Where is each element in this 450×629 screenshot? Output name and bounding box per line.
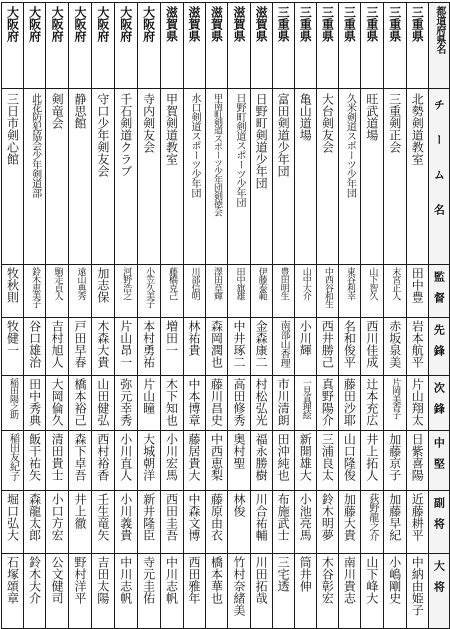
member-cell-次鋒: 高田修秀 bbox=[228, 376, 250, 431]
member-cell-中堅: 大城朝洋 bbox=[137, 431, 160, 491]
team-name-cell: 甲賀剣道教室 bbox=[160, 89, 183, 265]
member-cell-大将: 三宅透 bbox=[272, 554, 294, 629]
member-cell-大将: 西田雅年 bbox=[183, 554, 205, 629]
prefecture-cell: 三重県 bbox=[316, 3, 338, 89]
header-role-label: 大将 bbox=[428, 554, 449, 629]
member-cell-大将: 橋本華也 bbox=[205, 554, 228, 629]
member-cell-先鋒: 小川輝 bbox=[294, 318, 316, 376]
header-role-label: 中堅 bbox=[428, 431, 449, 491]
header-role-label: 先鋒 bbox=[428, 318, 449, 376]
team-name-cell: 甲南町剣道スポーツ少年団剣徳会 bbox=[205, 89, 228, 265]
member-cell-副将: 壬生竜矢 bbox=[91, 491, 114, 554]
member-cell-大将: 鈴木大介 bbox=[24, 554, 46, 629]
member-cell-中堅: 森下卓吾 bbox=[69, 431, 92, 491]
role-row-3 bbox=[2, 376, 450, 431]
team-name-cell: 寺内剣友会 bbox=[137, 89, 160, 265]
member-cell-監督: 遠山典秀 bbox=[69, 265, 92, 318]
member-cell-次鋒: 一見真理絵 bbox=[294, 376, 316, 431]
prefecture-cell: 滋賀県 bbox=[183, 3, 205, 89]
team-name-cell: 剣竜会 bbox=[46, 89, 69, 265]
member-cell-中堅: 田沖純也 bbox=[272, 431, 294, 491]
member-cell-監督: 伊藤泰範 bbox=[250, 265, 272, 318]
member-cell-大将: 石塚頌章 bbox=[2, 554, 24, 629]
prefecture-cell: 三重県 bbox=[294, 3, 316, 89]
member-cell-中堅: 三浦良太 bbox=[316, 431, 338, 491]
team-name-cell: 千石剣道クラブ bbox=[114, 89, 137, 265]
member-cell-副将: 中森文博 bbox=[183, 491, 205, 554]
header-team-label: チーム名 bbox=[428, 89, 449, 265]
member-cell-監督: 末宮正人 bbox=[383, 265, 406, 318]
member-cell-監督: 河野浩之 bbox=[114, 265, 137, 318]
prefecture-cell: 大阪府 bbox=[69, 3, 92, 89]
team-name-cell: 日野町剣道少年団 bbox=[250, 89, 272, 265]
team-name-cell: 三重剣正会 bbox=[383, 89, 406, 265]
prefecture-cell: 大阪府 bbox=[2, 3, 24, 89]
member-cell-副将: 小川義貴 bbox=[114, 491, 137, 554]
member-cell-大将: 木谷彰宏 bbox=[316, 554, 338, 629]
member-cell-中堅: 福永勝樹 bbox=[250, 431, 272, 491]
prefecture-cell: 大阪府 bbox=[114, 3, 137, 89]
member-cell-副将: 小池亮馬 bbox=[294, 491, 316, 554]
member-cell-監督: 豊田明生 bbox=[272, 265, 294, 318]
team-name-cell: 大台剣友会 bbox=[316, 89, 338, 265]
member-cell-先鋒: 南部山香理 bbox=[272, 318, 294, 376]
member-cell-中堅: 稲田友紀子 bbox=[2, 431, 24, 491]
member-cell-副将: 森龍太郎 bbox=[24, 491, 46, 554]
member-cell-大将: 吉田太陽 bbox=[91, 554, 114, 629]
member-cell-次鋒: 片山瞳 bbox=[137, 376, 160, 431]
role-row-6 bbox=[2, 554, 450, 629]
team-name-cell: 久米剣道スポーツ少年団 bbox=[338, 89, 360, 265]
roster-table bbox=[1, 2, 450, 629]
member-cell-先鋒: 林祐貴 bbox=[183, 318, 205, 376]
member-cell-次鋒: 片山翔太 bbox=[406, 376, 428, 431]
member-cell-監督: 藤橋克己 bbox=[160, 265, 183, 318]
prefecture-cell: 三重県 bbox=[383, 3, 406, 89]
member-cell-中堅: 新開雄大 bbox=[294, 431, 316, 491]
member-cell-中堅: 飯干祐矢 bbox=[24, 431, 46, 491]
member-cell-大将: 南川貴志 bbox=[338, 554, 360, 629]
member-cell-大将: 野村洋平 bbox=[69, 554, 92, 629]
member-cell-中堅: 加藤京子 bbox=[383, 431, 406, 491]
member-cell-中堅: 山口隆俊 bbox=[338, 431, 360, 491]
member-cell-中堅: 清田貴士 bbox=[46, 431, 69, 491]
member-cell-中堅: 中西恵梨 bbox=[205, 431, 228, 491]
member-cell-先鋒: 名和俊平 bbox=[338, 318, 360, 376]
header-role-label: 副将 bbox=[428, 491, 449, 554]
member-cell-大将: 中川志帆 bbox=[114, 554, 137, 629]
member-cell-大将: 中川志帆 bbox=[160, 554, 183, 629]
prefecture-cell: 大阪府 bbox=[24, 3, 46, 89]
member-cell-大将: 山下峰大 bbox=[360, 554, 383, 629]
member-cell-中堅: 藤居貴大 bbox=[183, 431, 205, 491]
member-cell-大将: 寺元圭佑 bbox=[137, 554, 160, 629]
member-cell-副将: 藤原由衣 bbox=[205, 491, 228, 554]
prefecture-cell: 三重県 bbox=[272, 3, 294, 89]
member-cell-副将: 新井隆臣 bbox=[137, 491, 160, 554]
member-cell-監督: 山中大介 bbox=[294, 265, 316, 318]
prefecture-cell: 滋賀県 bbox=[250, 3, 272, 89]
member-cell-次鋒: 田中秀典 bbox=[24, 376, 46, 431]
header-role-label: 監督 bbox=[428, 265, 449, 318]
team-name-cell: 亀山道場 bbox=[294, 89, 316, 265]
member-cell-副将: 加藤大貴 bbox=[338, 491, 360, 554]
member-cell-先鋒: 岩本航平 bbox=[406, 318, 428, 376]
member-cell-先鋒: 西井勝己 bbox=[316, 318, 338, 376]
member-cell-監督: 東谷利幸 bbox=[338, 265, 360, 318]
header-prefecture-label: 都道府県名 bbox=[428, 3, 449, 89]
team-name-cell: 水口剣道スポーツ少年団 bbox=[183, 89, 205, 265]
member-cell-大将: 小嶋剛史 bbox=[383, 554, 406, 629]
member-cell-大将: 公文健司 bbox=[46, 554, 69, 629]
role-row-5 bbox=[2, 491, 450, 554]
team-name-cell: 旺武道場 bbox=[360, 89, 383, 265]
member-cell-監督: 加志保 bbox=[91, 265, 114, 318]
member-cell-副将: 西田圭吾 bbox=[160, 491, 183, 554]
member-cell-副将: 布施武士 bbox=[272, 491, 294, 554]
member-cell-先鋒: 金森康二 bbox=[250, 318, 272, 376]
member-cell-中堅: 小川直人 bbox=[114, 431, 137, 491]
member-cell-監督: 田中旗雄 bbox=[228, 265, 250, 318]
team-name-cell: 北勢剣道教室 bbox=[406, 89, 428, 265]
member-cell-中堅: 小川宏馬 bbox=[160, 431, 183, 491]
member-cell-次鋒: 橋本裕己 bbox=[69, 376, 92, 431]
member-cell-先鋒: 木森大貴 bbox=[91, 318, 114, 376]
member-cell-大将: 筒井伸 bbox=[294, 554, 316, 629]
team-name-cell: 三日市剣心館 bbox=[2, 89, 24, 265]
member-cell-副将: 川合祐輔 bbox=[250, 491, 272, 554]
member-cell-副将: 小口方宏 bbox=[46, 491, 69, 554]
member-cell-監督: 駒走貞人 bbox=[46, 265, 69, 318]
header-role-label: 次鋒 bbox=[428, 376, 449, 431]
member-cell-監督: 山下智久 bbox=[360, 265, 383, 318]
member-cell-大将: 竹村奈緒美 bbox=[228, 554, 250, 629]
role-row-2 bbox=[2, 318, 450, 376]
prefecture-cell: 三重県 bbox=[406, 3, 428, 89]
member-cell-次鋒: 中本博章 bbox=[183, 376, 205, 431]
member-cell-先鋒: 戸田早春 bbox=[69, 318, 92, 376]
member-cell-監督: 牧秋則 bbox=[2, 265, 24, 318]
member-cell-副将: 加藤早紀 bbox=[383, 491, 406, 554]
member-cell-次鋒: 稲田陽之助 bbox=[2, 376, 24, 431]
member-cell-先鋒: 谷口雄治 bbox=[24, 318, 46, 376]
member-cell-次鋒: 藤田沙耶 bbox=[338, 376, 360, 431]
member-cell-次鋒: 藤川昌史 bbox=[205, 376, 228, 431]
member-cell-中堅: 西村裕香 bbox=[91, 431, 114, 491]
role-row-1 bbox=[2, 265, 450, 318]
prefecture-row bbox=[2, 3, 450, 89]
member-cell-監督: 中西谷和生 bbox=[316, 265, 338, 318]
member-cell-中堅: 日紫喜陽 bbox=[406, 431, 428, 491]
member-cell-監督: 川部信明 bbox=[183, 265, 205, 318]
prefecture-cell: 三重県 bbox=[338, 3, 360, 89]
member-cell-先鋒: 増田一 bbox=[160, 318, 183, 376]
prefecture-cell: 大阪府 bbox=[137, 3, 160, 89]
member-cell-監督: 鈴木恵美子 bbox=[24, 265, 46, 318]
member-cell-副将: 堀口弘大 bbox=[2, 491, 24, 554]
member-cell-次鋒: 弥元幸秀 bbox=[114, 376, 137, 431]
member-cell-副将: 近藤耕平 bbox=[406, 491, 428, 554]
prefecture-cell: 三重県 bbox=[360, 3, 383, 89]
member-cell-次鋒: 片岡美香子 bbox=[383, 376, 406, 431]
member-cell-次鋒: 辻本充広 bbox=[360, 376, 383, 431]
member-cell-副将: 林俊 bbox=[228, 491, 250, 554]
member-cell-次鋒: 木下知也 bbox=[160, 376, 183, 431]
member-cell-大将: 川田拓哉 bbox=[250, 554, 272, 629]
member-cell-先鋒: 吉村旭人 bbox=[46, 318, 69, 376]
team-name-row bbox=[2, 89, 450, 265]
member-cell-先鋒: 赤坂泉美 bbox=[383, 318, 406, 376]
member-cell-副将: 井上徹 bbox=[69, 491, 92, 554]
prefecture-cell: 滋賀県 bbox=[205, 3, 228, 89]
member-cell-中堅: 奥村聖 bbox=[228, 431, 250, 491]
member-cell-中堅: 井上拓人 bbox=[360, 431, 383, 491]
team-name-cell: 此花防犯協会少年剣道部 bbox=[24, 89, 46, 265]
member-cell-大将: 中納由姫子 bbox=[406, 554, 428, 629]
role-row-4 bbox=[2, 431, 450, 491]
team-name-cell: 守口少年剣友会 bbox=[91, 89, 114, 265]
member-cell-監督: 小笠久美子 bbox=[137, 265, 160, 318]
member-cell-先鋒: 牧健一 bbox=[2, 318, 24, 376]
prefecture-cell: 滋賀県 bbox=[160, 3, 183, 89]
member-cell-副将: 荻野龍之介 bbox=[360, 491, 383, 554]
prefecture-cell: 大阪府 bbox=[46, 3, 69, 89]
prefecture-cell: 大阪府 bbox=[91, 3, 114, 89]
member-cell-先鋒: 森岡潤也 bbox=[205, 318, 228, 376]
member-cell-次鋒: 大岡倫久 bbox=[46, 376, 69, 431]
member-cell-先鋒: 片山昂一 bbox=[114, 318, 137, 376]
prefecture-cell: 滋賀県 bbox=[228, 3, 250, 89]
member-cell-先鋒: 中井琢二 bbox=[228, 318, 250, 376]
member-cell-副将: 鈴木明夢 bbox=[316, 491, 338, 554]
team-name-cell: 静思館 bbox=[69, 89, 92, 265]
member-cell-先鋒: 西川佳成 bbox=[360, 318, 383, 376]
team-name-cell: 富田剣道少年団 bbox=[272, 89, 294, 265]
member-cell-次鋒: 市川清朗 bbox=[272, 376, 294, 431]
member-cell-監督: 田中豊 bbox=[406, 265, 428, 318]
member-cell-先鋒: 本村勇祐 bbox=[137, 318, 160, 376]
member-cell-次鋒: 真野陽介 bbox=[316, 376, 338, 431]
member-cell-監督: 澤田草輝 bbox=[205, 265, 228, 318]
member-cell-次鋒: 村松弘光 bbox=[250, 376, 272, 431]
member-cell-次鋒: 山田健弘 bbox=[91, 376, 114, 431]
team-name-cell: 日野町剣道スポーツ少年団 bbox=[228, 89, 250, 265]
